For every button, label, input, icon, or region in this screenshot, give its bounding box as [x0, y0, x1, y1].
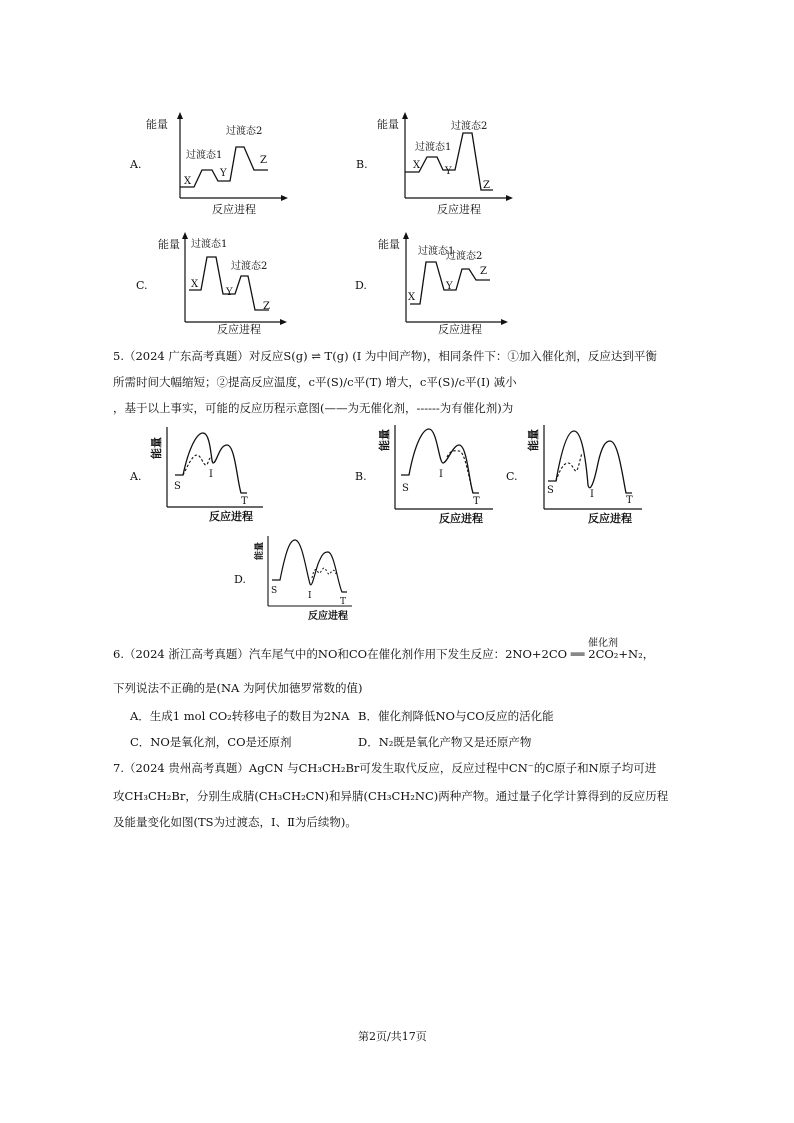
- end-label: T: [340, 597, 347, 607]
- uncatalyzed-curve: [401, 429, 479, 493]
- point-x-label: X: [413, 160, 421, 171]
- point-y-label: Y: [220, 168, 227, 179]
- start-label: S: [402, 483, 409, 494]
- y-axis-label: 能量: [378, 238, 400, 251]
- y-axis-arrow: [402, 112, 408, 119]
- y-axis-label: 能量: [255, 541, 265, 560]
- q5-option-a-figure: [145, 425, 270, 525]
- transition-state-1-label: 过渡态1: [186, 150, 223, 161]
- end-label: T: [626, 495, 633, 506]
- y-axis-label: 能量: [378, 429, 391, 451]
- intermediate-label: I: [209, 469, 213, 480]
- q4-option-a-figure: [146, 112, 310, 217]
- transition-state-2-label: 过渡态2: [226, 126, 263, 137]
- q5-option-d-figure: [250, 534, 365, 624]
- intermediate-label: I: [439, 469, 443, 480]
- transition-state-2-label: 过渡态2: [446, 251, 483, 262]
- q5-stem-line-3: ，基于以上事实，可能的反应历程示意图(——为无催化剂，------为有催化剂)为: [113, 401, 514, 415]
- transition-state-2-label: 过渡态2: [451, 121, 488, 132]
- x-axis-label: 反应进程: [217, 323, 261, 336]
- transition-state-1-label: 过渡态1: [191, 239, 228, 250]
- q5-option-b-figure: [373, 423, 503, 528]
- q5-option-c-figure: [522, 423, 652, 528]
- page-number: 第2页/共17页: [358, 1030, 427, 1043]
- y-axis-label: 能量: [527, 429, 540, 451]
- x-axis-arrow: [501, 319, 508, 325]
- q6-option-d: D．N₂既是氧化产物又是还原产物: [358, 735, 532, 749]
- uncatalyzed-curve: [548, 431, 632, 493]
- q4-option-a-letter: A.: [130, 158, 142, 171]
- catalyzed-curve: [556, 453, 582, 481]
- q5-option-d-letter: D.: [234, 573, 246, 586]
- point-z-label: Z: [480, 266, 487, 277]
- q4-option-c-letter: C.: [136, 279, 148, 292]
- point-z-label: Z: [263, 301, 270, 312]
- x-axis-label: 反应进程: [588, 512, 632, 525]
- point-y-label: Y: [226, 287, 233, 298]
- point-x-label: X: [408, 292, 416, 303]
- q6-stem-line-2: 下列说法不正确的是(NA 为阿伏加德罗常数的值): [113, 681, 363, 695]
- q6-option-b: B．催化剂降低NO与CO反应的活化能: [358, 709, 554, 723]
- x-axis-label: 反应进程: [209, 510, 253, 523]
- q7-stem-line-1: 7.（2024 贵州高考真题）AgCN 与CH₃CH₂Br可发生取代反应，反应过程中CN⁻的C原子和N原子均可进: [113, 761, 657, 775]
- point-z-label: Z: [260, 155, 267, 166]
- q5-option-b-letter: B.: [355, 470, 367, 483]
- x-axis-label: 反应进程: [308, 611, 348, 622]
- y-axis-label: 能量: [158, 238, 180, 251]
- intermediate-label: I: [590, 489, 594, 500]
- q5-option-c-letter: C.: [506, 470, 518, 483]
- point-x-label: X: [184, 176, 192, 187]
- q6-option-a: A．生成1 mol CO₂转移电子的数目为2NA: [130, 709, 350, 723]
- q6-stem-line-1: 6.（2024 浙江高考真题）汽车尾气中的NO和CO在催化剂作用下发生反应：2NO+2CO ══ 2CO₂+N₂，: [113, 647, 655, 661]
- x-axis-label: 反应进程: [439, 512, 483, 525]
- start-label: S: [547, 485, 554, 496]
- y-axis-label: 能量: [377, 118, 399, 131]
- transition-state-1-label: 过渡态1: [415, 142, 452, 153]
- point-y-label: Y: [446, 281, 453, 292]
- start-label: S: [271, 586, 278, 596]
- y-axis-arrow: [177, 112, 183, 119]
- x-axis-arrow: [281, 195, 288, 201]
- q5-stem-line-1: 5.（2024 广东高考真题）对反应S(g) ⇌ T(g) (I 为中间产物)，相同条件下：①加入催化剂，反应达到平衡: [113, 349, 657, 363]
- x-axis-label: 反应进程: [438, 323, 482, 336]
- intermediate-label: I: [308, 591, 312, 601]
- q4-option-b-letter: B.: [356, 158, 368, 171]
- start-label: S: [174, 481, 181, 492]
- uncatalyzed-curve: [175, 433, 247, 493]
- q5-stem-line-2: 所需时间大幅缩短；②提高反应温度，c平(S)/c平(T) 增大，c平(S)/c平(I) 减小: [113, 375, 517, 389]
- q7-stem-line-3: 及能量变化如图(TS为过渡态，Ⅰ、Ⅱ为后续物)。: [113, 815, 357, 829]
- point-z-label: Z: [483, 180, 490, 191]
- q4-option-d-figure: [376, 232, 536, 337]
- q5-option-a-letter: A.: [130, 470, 142, 483]
- end-label: T: [473, 496, 480, 507]
- q7-stem-line-2: 攻CH₃CH₂Br，分别生成腈(CH₃CH₂CN)和异腈(CH₃CH₂NC)两种产物。通过量子化学计算得到的反应历程: [113, 789, 669, 803]
- x-axis-label: 反应进程: [437, 203, 481, 216]
- q6-catalyst-label: 催化剂: [588, 638, 618, 649]
- uncatalyzed-curve: [272, 540, 347, 592]
- q6-option-c: C．NO是氧化剂，CO是还原剂: [130, 735, 292, 749]
- transition-state-2-label: 过渡态2: [231, 261, 268, 272]
- y-axis-arrow: [403, 232, 409, 239]
- q4-option-b-figure: [375, 112, 535, 217]
- y-axis-arrow: [182, 232, 188, 239]
- x-axis-arrow: [280, 319, 287, 325]
- q4-option-c-figure: [155, 232, 315, 337]
- transition-state-1-label: 过渡态1: [418, 246, 455, 257]
- end-label: T: [241, 496, 248, 507]
- x-axis-arrow: [506, 195, 513, 201]
- y-axis-label: 能量: [150, 437, 163, 459]
- point-x-label: X: [191, 279, 199, 290]
- x-axis-label: 反应进程: [212, 203, 256, 216]
- point-y-label: Y: [445, 166, 452, 177]
- y-axis-label: 能量: [146, 118, 168, 131]
- q4-option-d-letter: D.: [355, 279, 367, 292]
